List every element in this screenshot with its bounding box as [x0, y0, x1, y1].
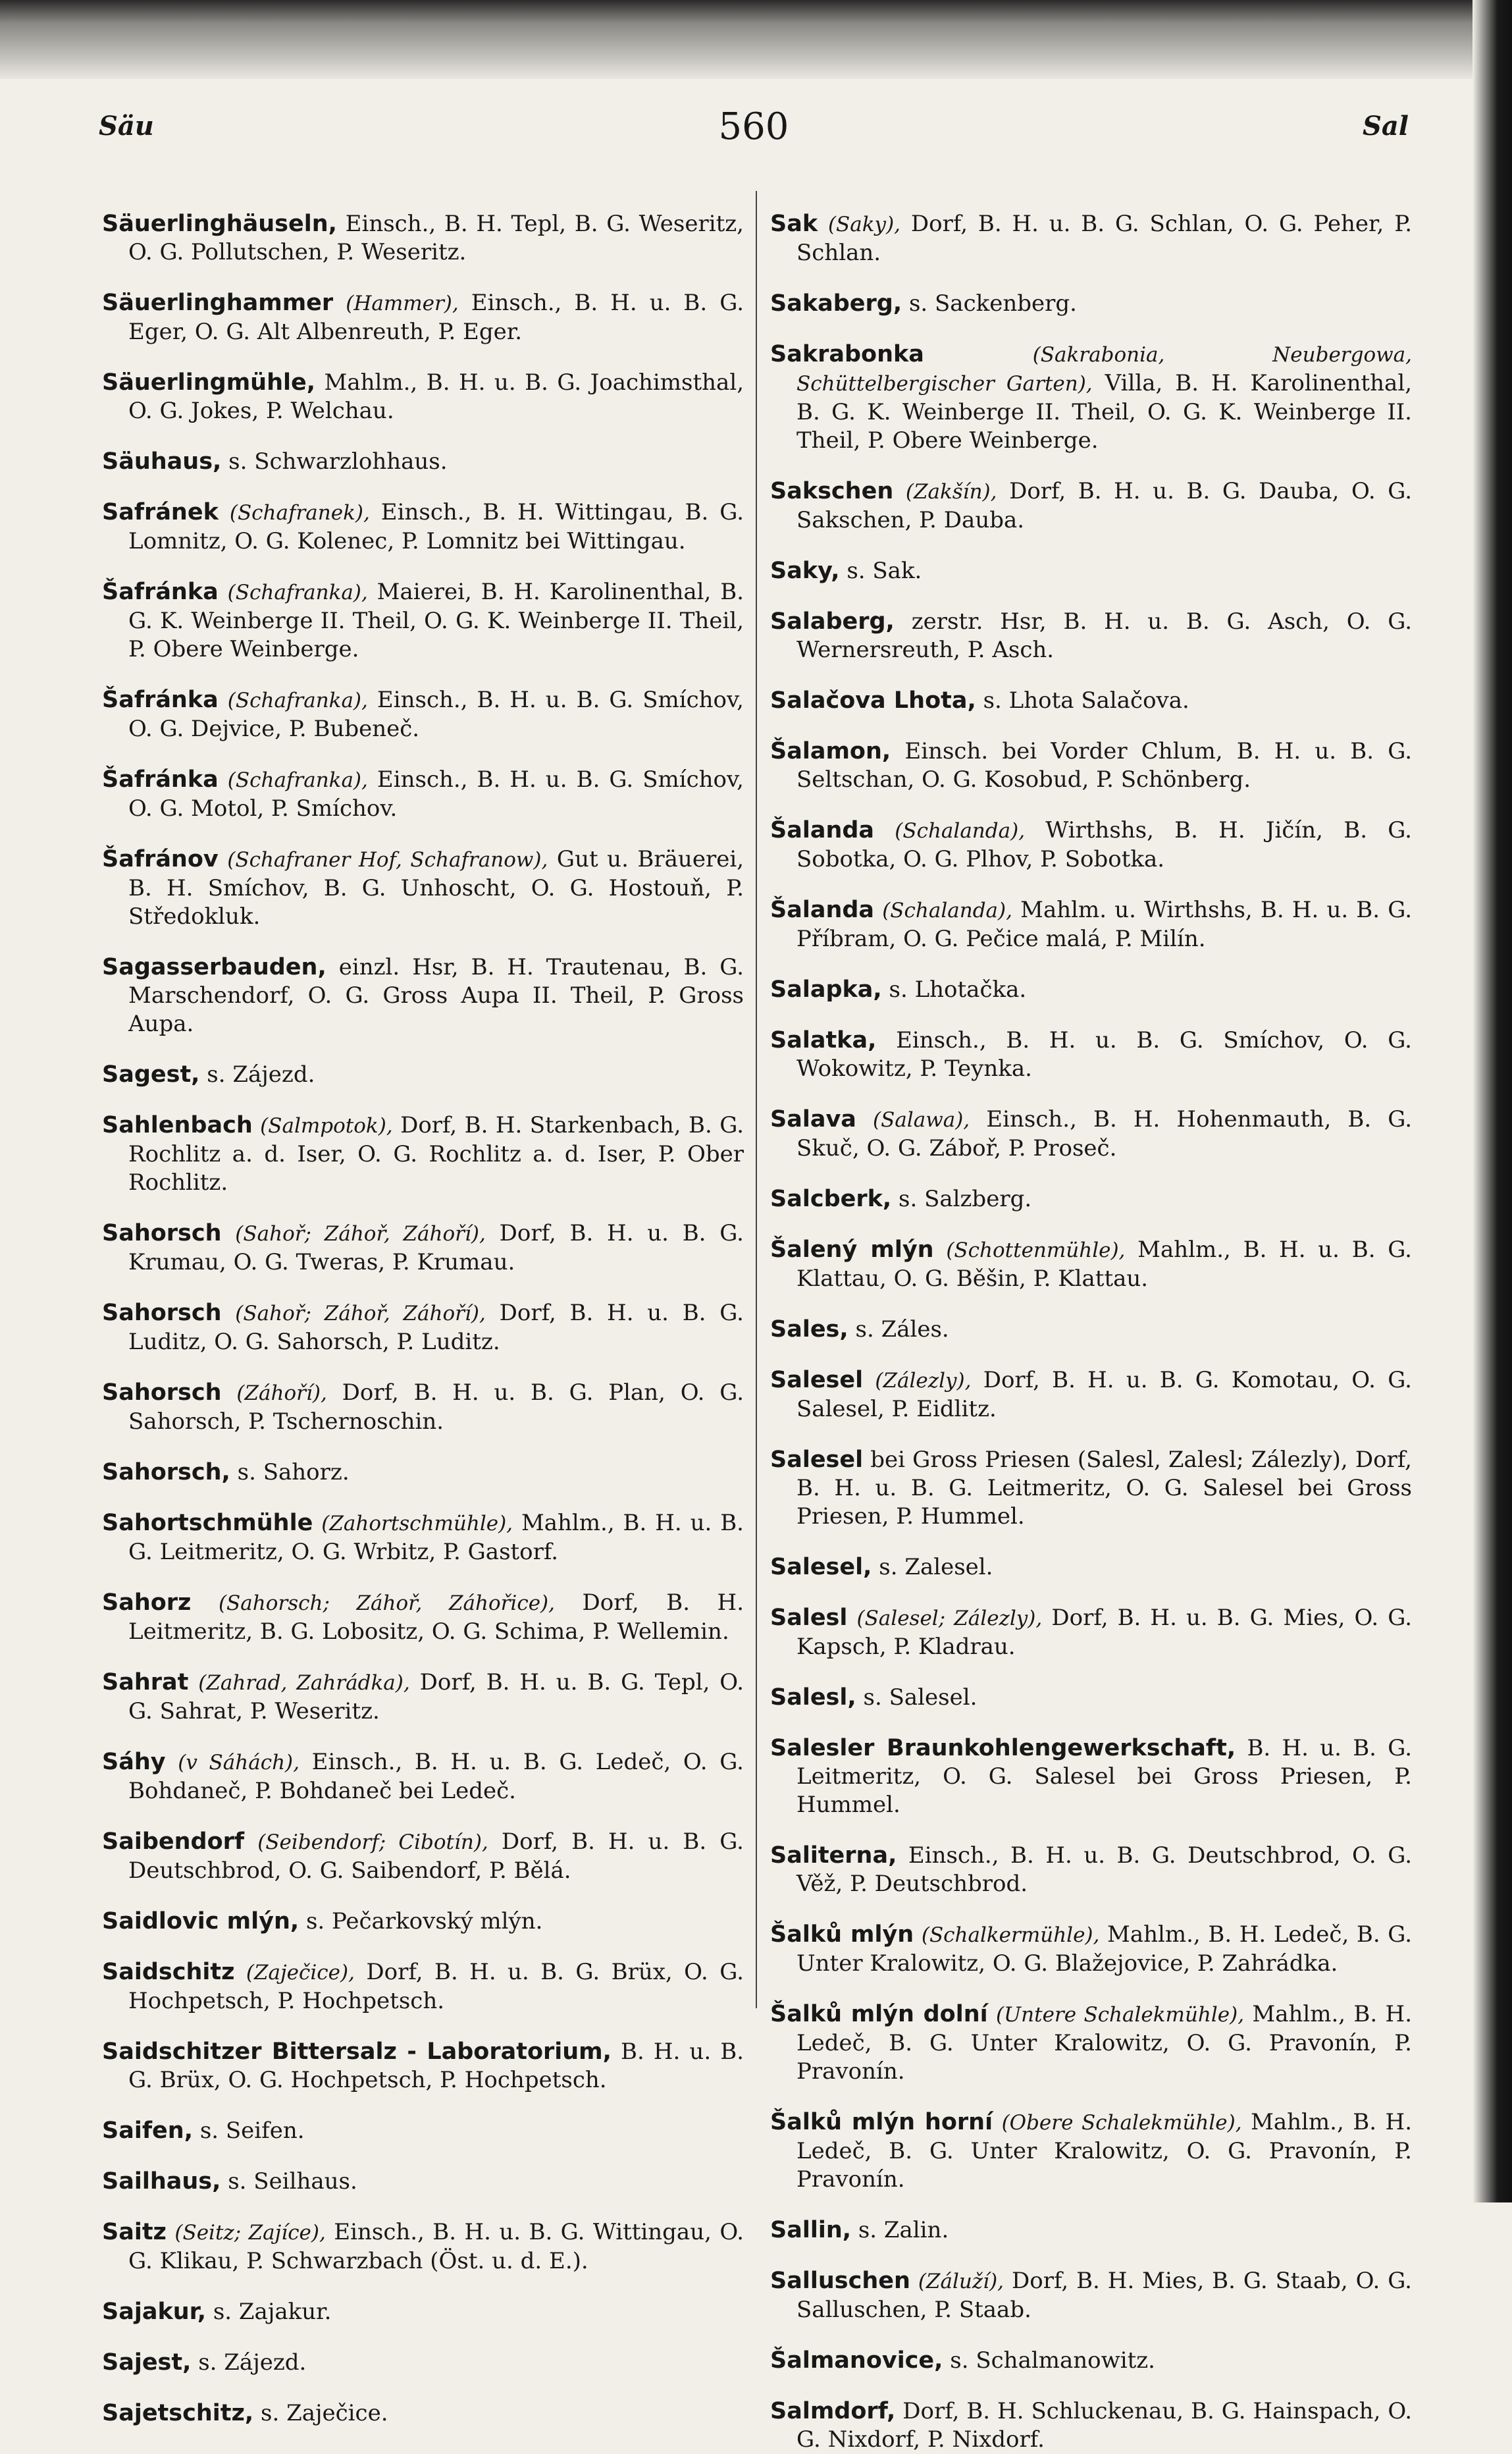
entry-text: Dorf, B. H. u. B. G. Brüx, O. G. Hochpetsch, P. Hochpetsch.	[128, 1959, 744, 2014]
entry-headword: Salesel	[770, 1367, 864, 1393]
dictionary-entry	[102, 2349, 744, 2377]
dictionary-entry	[102, 2218, 744, 2276]
entry-alt-names: (Schafranka),	[227, 581, 368, 604]
entry-headword: Sahrat	[102, 1669, 189, 1695]
entry-alt-names: (Schafranka),	[227, 689, 368, 712]
entry-alt-names: (Obere Schalekmühle),	[1001, 2111, 1242, 2135]
dictionary-entry	[102, 1589, 744, 1646]
entry-headword: Sailhaus,	[102, 2168, 221, 2195]
entry-text: Mahlm., B. H. u. B. G. Leitmeritz, O. G. Wrbitz, P. Gastorf.	[128, 1510, 744, 1565]
entry-headword: Saidschitz	[102, 1959, 235, 1985]
entry-headword: Sagest,	[102, 1061, 200, 1088]
entry-text: Dorf, B. H. u. B. G. Luditz, O. G. Sahorsch, P. Luditz.	[128, 1300, 744, 1355]
entry-headword: Šafránov	[102, 846, 219, 872]
entry-headword: Salava	[770, 1106, 856, 1133]
entry-text: Gut u. Bräuerei, B. H. Smíchov, B. G. Unhoscht, O. G. Hostouň, P. Středokluk.	[128, 846, 744, 930]
entry-text: s. Salzberg.	[899, 1186, 1032, 1212]
entry-alt-names: (v Sáhách),	[178, 1751, 300, 1774]
entry-alt-names: (Schalkermühle),	[921, 1923, 1100, 1947]
entry-headword: Sáhy	[102, 1749, 166, 1775]
dictionary-entry	[770, 2000, 1412, 2086]
entry-text: s. Sahorz.	[237, 1459, 350, 1485]
entry-headword: Säuhaus,	[102, 448, 222, 475]
dictionary-entry	[770, 477, 1412, 535]
dictionary-entry	[102, 1907, 744, 1936]
entry-headword: Saidschitzer Bittersalz - Laboratorium,	[102, 2039, 612, 2065]
entry-headword: Salesl,	[770, 1684, 856, 1711]
entry-headword: Sajest,	[102, 2349, 192, 2376]
entry-headword: Safránek	[102, 499, 219, 525]
entry-text: bei Gross Priesen (Salesl, Zalesl; Zálezly), Dorf, B. H. u. B. G. Leitmeritz, O. G. Salesel bei Gross Priesen, P. Hummel.	[796, 1447, 1412, 1530]
entry-alt-names: (Sakrabonia, Neubergowa, Schüttelbergischer Garten),	[796, 343, 1412, 396]
entry-text: Mahlm., B. H. Ledeč, B. G. Unter Kralowitz, O. G. Blažejovice, P. Zahrádka.	[796, 1921, 1413, 1977]
entry-text: Dorf, B. H. u. B. G. Mies, O. G. Kapsch, P. Kladrau.	[796, 1605, 1413, 1660]
dictionary-entry	[770, 608, 1412, 664]
entry-alt-names: (Sahoř; Záhoř, Záhoří),	[235, 1302, 486, 1325]
dictionary-entry	[770, 1185, 1412, 1214]
entry-text: Einsch., B. H. Hohenmauth, B. G. Skuč, O. G. Záboř, P. Proseč.	[796, 1106, 1412, 1161]
dictionary-entry	[102, 2117, 744, 2145]
entry-headword: Salačova Lhota,	[770, 687, 976, 714]
dictionary-entry	[102, 1379, 744, 1436]
entry-text: Dorf, B. H. Mies, B. G. Staab, O. G. Salluschen, P. Staab.	[796, 2268, 1412, 2323]
entry-headword: Sajakur,	[102, 2299, 207, 2325]
entry-alt-names: (Záhoří),	[236, 1381, 327, 1405]
entry-alt-names: (Zahrad, Zahrádka),	[198, 1671, 410, 1695]
entry-text: Mahlm., B. H. u. B. G. Klattau, O. G. Běšin, P. Klattau.	[796, 1237, 1412, 1292]
dictionary-entry	[770, 976, 1412, 1004]
entry-headword: Sales,	[770, 1316, 848, 1343]
entry-headword: Šafránka	[102, 766, 219, 793]
entry-text: Mahlm. u. Wirthshs, B. H. u. B. G. Příbram, O. G. Pečice malá, P. Milín.	[796, 897, 1413, 952]
entry-headword: Saliterna,	[770, 1842, 897, 1869]
entry-alt-names: (Zakšín),	[905, 480, 997, 504]
entry-alt-names: (Zaječice),	[246, 1961, 355, 1985]
dictionary-entry	[102, 1668, 744, 1726]
entry-headword: Saibendorf	[102, 1828, 245, 1855]
entry-headword: Salesl	[770, 1605, 848, 1631]
entry-text: s. Lhota Salačova.	[983, 687, 1189, 714]
entry-text: Einsch., B. H. u. B. G. Smíchov, O. G. Dejvice, P. Bubeneč.	[128, 687, 744, 742]
entry-headword: Sajetschitz,	[102, 2400, 254, 2426]
entry-text: s. Lhotačka.	[889, 976, 1027, 1003]
page-number: 560	[718, 105, 789, 148]
entry-text: s. Seifen.	[199, 2118, 305, 2144]
dictionary-entry	[770, 687, 1412, 715]
entry-text: Dorf, B. H. u. B. G. Tepl, O. G. Sahrat, P. Weseritz.	[128, 1669, 744, 1724]
entry-alt-names: (Záluží),	[918, 2270, 1004, 2293]
dictionary-entry	[770, 1316, 1412, 1344]
dictionary-entry	[770, 2267, 1412, 2324]
dictionary-entry	[770, 1604, 1412, 1661]
dictionary-entry	[770, 2216, 1412, 2245]
entry-headword: Sahorsch	[102, 1300, 222, 1326]
entry-text: Dorf, B. H. u. B. G. Schlan, O. G. Peher, P. Schlan.	[796, 211, 1412, 266]
entry-alt-names: (Zálezly),	[875, 1369, 972, 1393]
entry-headword: Saidlovic mlýn,	[102, 1908, 300, 1934]
entry-headword: Salcberk,	[770, 1186, 892, 1212]
dictionary-entry	[102, 953, 744, 1038]
entry-text: Dorf, B. H. u. B. G. Dauba, O. G. Sakschen, P. Dauba.	[796, 478, 1413, 533]
entry-headword: Salmdorf,	[770, 2398, 896, 2424]
entry-text: s. Schwarzlohhaus.	[228, 448, 448, 475]
entry-text: s. Zájezd.	[198, 2349, 307, 2376]
entry-text: Dorf, B. H. u. B. G. Plan, O. G. Sahorsch, P. Tschernoschin.	[128, 1379, 744, 1435]
dictionary-entry	[102, 578, 744, 664]
entry-text: Villa, B. H. Karolinenthal, B. G. K. Weinberge II. Theil, O. G. K. Weinberge II. Theil, P. Obere Weinberge.	[796, 370, 1413, 454]
entry-text: Einsch., B. H. u. B. G. Smíchov, O. G. Motol, P. Smíchov.	[128, 766, 744, 822]
dictionary-entry	[102, 1061, 744, 1089]
dictionary-entry	[770, 1553, 1412, 1582]
running-head-left: Säu	[99, 111, 154, 142]
running-head-right: Sal	[1363, 111, 1409, 142]
entry-headword: Sahorsch	[102, 1220, 222, 1246]
entry-text: Einsch. bei Vorder Chlum, B. H. u. B. G. Seltschan, O. G. Kosobud, P. Schönberg.	[796, 738, 1412, 793]
entry-headword: Salesel,	[770, 1554, 872, 1580]
dictionary-entry	[102, 2038, 744, 2094]
dictionary-entry	[102, 498, 744, 556]
entry-text: Einsch., B. H. u. B. G. Ledeč, O. G. Bohdaneč, P. Bohdaneč bei Ledeč.	[128, 1749, 744, 1804]
entry-headword: Sakschen	[770, 478, 894, 504]
entry-alt-names: (Seitz; Zajíce),	[174, 2221, 326, 2245]
dictionary-entry	[770, 1106, 1412, 1163]
entry-text: Dorf, B. H. Schluckenau, B. G. Hainspach, O. G. Nixdorf, P. Nixdorf.	[796, 2398, 1413, 2453]
entry-text: Einsch., B. H. u. B. G. Smíchov, O. G. Wokowitz, P. Teynka.	[796, 1027, 1412, 1082]
entry-text: Dorf, B. H. Leitmeritz, B. G. Lobositz, O. G. Schima, P. Wellemin.	[128, 1589, 744, 1645]
entry-text: s. Zalin.	[858, 2217, 949, 2243]
entry-headword: Säuerlingmühle,	[102, 369, 316, 396]
entry-headword: Šalanda	[770, 897, 875, 923]
entry-headword: Säuerlinghammer	[102, 290, 334, 316]
entry-headword: Salluschen	[770, 2268, 910, 2294]
dictionary-entry	[102, 2399, 744, 2428]
entry-text: B. H. u. B. G. Brüx, O. G. Hochpetsch, P. Hochpetsch.	[128, 2039, 744, 2093]
entry-text: s. Seilhaus.	[228, 2168, 357, 2195]
entry-text: s. Zaječice.	[261, 2400, 388, 2426]
entry-text: Einsch., B. H. Wittingau, B. G. Lomnitz, O. G. Kolenec, P. Lomnitz bei Wittingau.	[128, 499, 744, 554]
dictionary-entry	[102, 2168, 744, 2196]
entry-alt-names: (Sahorsch; Záhoř, Záhořice),	[218, 1591, 555, 1615]
entry-headword: Salaberg,	[770, 608, 895, 635]
entry-text: s. Zalesel.	[879, 1554, 993, 1580]
entry-text: Dorf, B. H. u. B. G. Komotau, O. G. Salesel, P. Eidlitz.	[796, 1367, 1412, 1422]
entry-headword: Sahorsch,	[102, 1459, 230, 1485]
entry-headword: Salesel	[770, 1447, 864, 1473]
entry-text: Dorf, B. H. u. B. G. Krumau, O. G. Tweras, P. Krumau.	[128, 1220, 744, 1275]
dictionary-entry	[770, 1921, 1412, 1978]
entry-headword: Šalanda	[770, 817, 875, 843]
entry-text: Mahlm., B. H. Ledeč, B. G. Unter Kralowitz, O. G. Pravonín, P. Pravonín.	[796, 2109, 1413, 2193]
entry-alt-names: (Sahoř; Záhoř, Záhoří),	[235, 1222, 486, 1246]
dictionary-entry	[102, 1299, 744, 1356]
dictionary-entry	[102, 1748, 744, 1805]
entry-alt-names: (Schalanda),	[882, 899, 1012, 922]
page-top-edge	[0, 0, 1512, 79]
entry-text: Einsch., B. H. u. B. G. Eger, O. G. Alt Albenreuth, P. Eger.	[128, 290, 744, 345]
entry-alt-names: (Schafraner Hof, Schafranow),	[227, 848, 548, 872]
entry-alt-names: (Schalanda),	[895, 819, 1026, 843]
entry-text: Maierei, B. H. Karolinenthal, B. G. K. Weinberge II. Theil, O. G. K. Weinberge II. Theil, P. Obere Weinberge.	[128, 579, 744, 662]
entry-text: Wirthshs, B. H. Jičín, B. G. Sobotka, O. G. Plhov, P. Sobotka.	[796, 817, 1412, 872]
entry-text: Einsch., B. H. u. B. G. Deutschbrod, O. G. Věž, P. Deutschbrod.	[796, 1842, 1412, 1897]
dictionary-entry	[770, 210, 1412, 267]
entry-alt-names: (Saky),	[827, 213, 901, 236]
entry-alt-names: (Seibendorf; Cibotín),	[257, 1830, 488, 1854]
entry-headword: Sahorz	[102, 1589, 192, 1616]
entry-alt-names: (Schafranka),	[227, 768, 368, 792]
dictionary-entry	[102, 1458, 744, 1487]
dictionary-entry	[770, 1684, 1412, 1712]
entry-headword: Šalků mlýn	[770, 1921, 914, 1948]
entry-alt-names: (Schottenmühle),	[946, 1239, 1126, 1262]
dictionary-entry	[102, 1958, 744, 2015]
entry-headword: Saky,	[770, 558, 840, 584]
left-column	[102, 188, 744, 2426]
dictionary-entry	[770, 2347, 1412, 2375]
entry-text: zerstr. Hsr, B. H. u. B. G. Asch, O. G. Wernersreuth, P. Asch.	[796, 608, 1412, 663]
entry-headword: Šafránka	[102, 579, 219, 605]
entry-headword: Sakrabonka	[770, 341, 924, 367]
entry-text: s. Zajakur.	[213, 2299, 332, 2325]
entry-headword: Saifen,	[102, 2118, 194, 2144]
entry-text: Mahlm., B. H. Ledeč, B. G. Unter Kralowitz, O. G. Pravonín, P. Pravonín.	[796, 2001, 1412, 2085]
entry-headword: Salapka,	[770, 976, 882, 1003]
entry-alt-names: (Schafranek),	[229, 501, 370, 525]
dictionary-entry	[770, 2397, 1412, 2454]
entry-alt-names: (Salmpotok),	[260, 1114, 393, 1138]
entry-headword: Salatka,	[770, 1027, 877, 1054]
dictionary-entry	[102, 2298, 744, 2326]
dictionary-entry	[770, 1027, 1412, 1083]
entry-headword: Šalamon,	[770, 738, 891, 764]
page-header	[99, 105, 1409, 165]
dictionary-entry	[770, 1734, 1412, 1819]
entry-text: Dorf, B. H. u. B. G. Deutschbrod, O. G. Saibendorf, P. Bělá.	[128, 1828, 744, 1884]
entry-headword: Sahortschmühle	[102, 1510, 313, 1536]
entry-headword: Šalený mlýn	[770, 1237, 934, 1263]
dictionary-entry	[770, 1236, 1412, 1293]
entry-headword: Saitz	[102, 2219, 167, 2245]
entry-text: Mahlm., B. H. u. B. G. Joachimsthal, O. G. Jokes, P. Welchau.	[128, 369, 744, 424]
dictionary-entry	[770, 1366, 1412, 1424]
entry-headword: Sakaberg,	[770, 290, 902, 317]
entry-text: B. H. u. B. G. Leitmeritz, O. G. Salesel bei Gross Priesen, P. Hummel.	[796, 1735, 1413, 1818]
entry-alt-names: (Salawa),	[872, 1108, 970, 1132]
entry-alt-names: (Zahortschmühle),	[321, 1512, 513, 1535]
dictionary-entry	[770, 1842, 1412, 1898]
entry-text: s. Schalmanowitz.	[950, 2347, 1155, 2374]
dictionary-entry	[102, 289, 744, 346]
dictionary-entry	[102, 1219, 744, 1277]
entry-text: Einsch., B. H. u. B. G. Wittingau, O. G. Klikau, P. Schwarzbach (Öst. u. d. E.).	[128, 2219, 744, 2274]
entry-headword: Salesler Braunkohlengewerkschaft,	[770, 1735, 1236, 1761]
dictionary-entry	[102, 845, 744, 931]
entry-headword: Šalků mlýn horní	[770, 2109, 993, 2135]
entry-text: s. Pečarkovský mlýn.	[305, 1908, 543, 1934]
entry-headword: Sahlenbach	[102, 1112, 253, 1138]
dictionary-entry	[102, 448, 744, 476]
dictionary-entry	[102, 686, 744, 743]
entry-alt-names: (Untere Schalekmühle),	[995, 2003, 1245, 2027]
dictionary-entry	[102, 1828, 744, 1885]
entry-headword: Šalků mlýn dolní	[770, 2001, 988, 2027]
entry-headword: Šalmanovice,	[770, 2347, 943, 2374]
entry-headword: Šafránka	[102, 687, 219, 713]
entry-alt-names: (Salesel; Zálezly),	[856, 1607, 1043, 1630]
entry-text: s. Zájezd.	[207, 1061, 315, 1088]
dictionary-entry	[770, 816, 1412, 874]
right-column	[770, 188, 1413, 2453]
page-right-edge	[1473, 0, 1512, 2202]
dictionary-entry	[770, 2108, 1412, 2194]
entry-alt-names: (Hammer),	[346, 292, 459, 315]
dictionary-entry	[102, 1111, 744, 1197]
entry-text: Dorf, B. H. Starkenbach, B. G. Rochlitz a. d. Iser, O. G. Rochlitz a. d. Iser, P. Ober Rochlitz.	[128, 1112, 744, 1196]
dictionary-entry	[770, 1446, 1412, 1531]
entry-headword: Sak	[770, 211, 818, 237]
dictionary-entry	[102, 766, 744, 823]
dictionary-entry	[102, 1509, 744, 1566]
dictionary-entry	[770, 737, 1412, 794]
column-divider	[756, 191, 757, 2008]
entry-headword: Säuerlinghäuseln,	[102, 211, 337, 237]
entry-headword: Sagasserbauden,	[102, 954, 326, 980]
entry-text: einzl. Hsr, B. H. Trautenau, B. G. Marschendorf, O. G. Gross Aupa II. Theil, P. Gross Aupa.	[128, 954, 744, 1037]
entry-text: s. Sak.	[847, 558, 922, 584]
dictionary-entry	[770, 896, 1412, 953]
dictionary-entry	[770, 557, 1412, 585]
entry-text: s. Sackenberg.	[908, 290, 1077, 317]
entry-text: s. Záles.	[855, 1316, 949, 1343]
dictionary-entry	[770, 340, 1412, 455]
dictionary-entry	[102, 210, 744, 267]
entry-text: Einsch., B. H. Tepl, B. G. Weseritz, O. G. Pollutschen, P. Weseritz.	[128, 211, 744, 265]
dictionary-entry	[102, 369, 744, 425]
dictionary-entry	[770, 290, 1412, 318]
entry-headword: Sallin,	[770, 2217, 852, 2243]
entry-headword: Sahorsch	[102, 1379, 222, 1406]
entry-text: s. Salesel.	[863, 1684, 978, 1711]
